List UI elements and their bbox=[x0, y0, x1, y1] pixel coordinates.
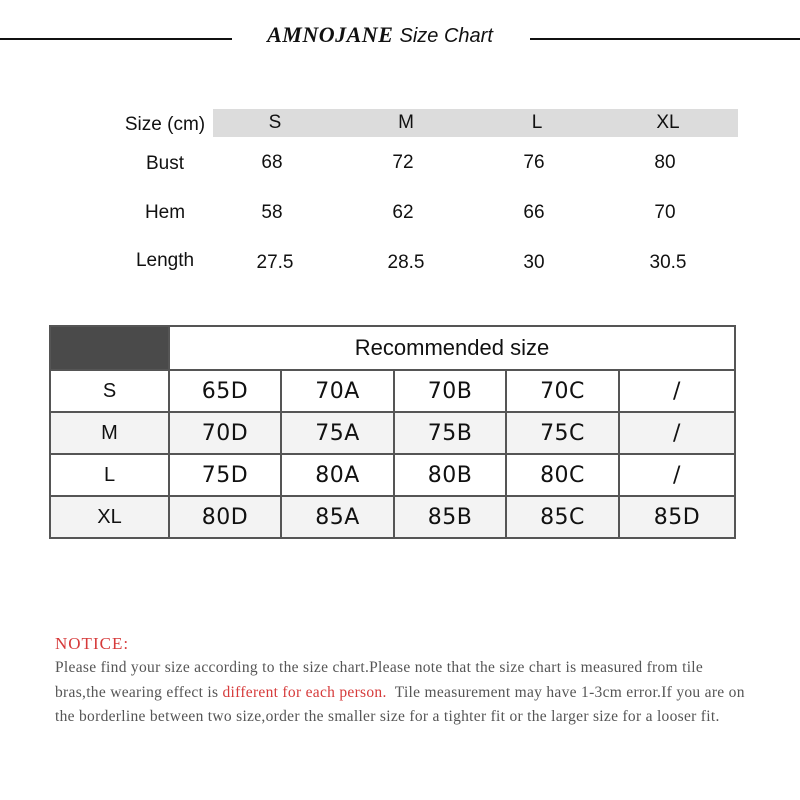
notice-highlight: different for each person. bbox=[222, 683, 387, 701]
table-cell: 65D bbox=[169, 370, 281, 412]
size-col-xl: XL bbox=[656, 112, 680, 133]
length-s: 27.5 bbox=[256, 252, 294, 273]
table-cell: 85D bbox=[619, 496, 735, 538]
table-cell: 80D bbox=[169, 496, 281, 538]
hem-m: 62 bbox=[392, 202, 414, 223]
hem-s: 58 bbox=[261, 202, 283, 223]
table-cell: 70C bbox=[506, 370, 619, 412]
table-row bbox=[50, 412, 735, 454]
title-suffix: Size Chart bbox=[399, 25, 493, 47]
row-label-s: S bbox=[50, 370, 169, 412]
size-col-m: M bbox=[398, 112, 414, 133]
notice-text bbox=[55, 656, 755, 730]
notice-part2: Tile measurement may have 1-3cm error.If you are on the borderline between two size,order the smaller size for a tighter fit or the larger size for a looser fit. bbox=[55, 683, 749, 725]
table-cell: / bbox=[619, 370, 735, 412]
recommended-size-table bbox=[49, 325, 736, 539]
bust-xl: 80 bbox=[654, 152, 676, 173]
table-cell: 85C bbox=[506, 496, 619, 538]
length-xl: 30.5 bbox=[649, 252, 687, 273]
table-cell: 85A bbox=[281, 496, 394, 538]
table-cell: 70A bbox=[281, 370, 394, 412]
length-l: 30 bbox=[523, 252, 545, 273]
table-row bbox=[50, 370, 735, 412]
bust-s: 68 bbox=[261, 152, 283, 173]
title-rule-right bbox=[530, 38, 800, 40]
table-cell: 80A bbox=[281, 454, 394, 496]
row-label-xl: XL bbox=[50, 496, 169, 538]
length-m: 28.5 bbox=[387, 252, 425, 273]
row-label-m: M bbox=[50, 412, 169, 454]
bust-m: 72 bbox=[392, 152, 414, 173]
recommended-size-heading: Recommended size bbox=[169, 326, 735, 370]
row-label-l: L bbox=[50, 454, 169, 496]
table-row bbox=[50, 496, 735, 538]
notice-heading: NOTICE: bbox=[55, 634, 130, 653]
row-label-bust: Bust bbox=[145, 153, 185, 174]
table-cell: 75D bbox=[169, 454, 281, 496]
notice-part1: Please find your size according to the size chart.Please note that the size chart is measured from tile bras,the wearing effect is bbox=[55, 659, 704, 701]
bust-l: 76 bbox=[523, 152, 545, 173]
brand-name: AMNOJANE bbox=[267, 22, 394, 47]
table-cell: 70B bbox=[394, 370, 506, 412]
row-label-length: Length bbox=[135, 250, 195, 271]
table-cell: 80C bbox=[506, 454, 619, 496]
size-col-s: S bbox=[268, 112, 282, 133]
table-cell: / bbox=[619, 454, 735, 496]
table-cell: 75B bbox=[394, 412, 506, 454]
row-label-hem: Hem bbox=[144, 202, 186, 223]
title-rule-left bbox=[0, 38, 232, 40]
size-col-l: L bbox=[531, 112, 543, 133]
table-row bbox=[50, 454, 735, 496]
table-cell: 85B bbox=[394, 496, 506, 538]
table-cell: / bbox=[619, 412, 735, 454]
table-cell: 80B bbox=[394, 454, 506, 496]
size-corner-label: Size (cm) bbox=[124, 114, 206, 135]
hem-l: 66 bbox=[523, 202, 545, 223]
table-cell: 75C bbox=[506, 412, 619, 454]
table-cell: 75A bbox=[281, 412, 394, 454]
page-title bbox=[230, 22, 530, 48]
table-corner-cell bbox=[50, 326, 169, 370]
hem-xl: 70 bbox=[654, 202, 676, 223]
table-cell: 70D bbox=[169, 412, 281, 454]
